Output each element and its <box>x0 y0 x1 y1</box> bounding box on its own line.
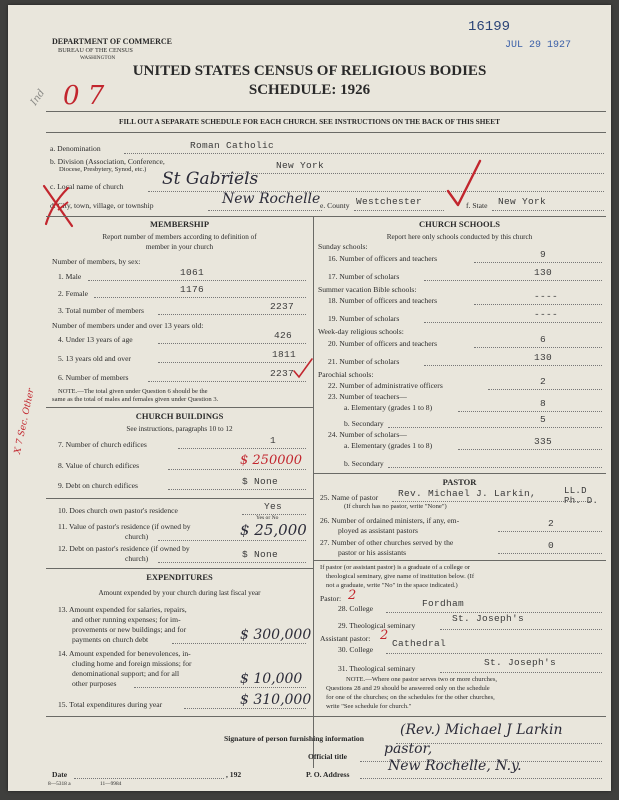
city-value: New Rochelle <box>222 191 321 207</box>
city-label: WASHINGTON <box>80 55 116 61</box>
graduate-note-3: not a graduate, write "No" in the space indicated.) <box>326 582 458 589</box>
q25-degree-1: LL.D <box>564 486 587 496</box>
header-rule <box>46 111 606 112</box>
q6-value: 2237 <box>270 368 295 379</box>
bureau-label: BUREAU OF THE CENSUS <box>58 47 133 54</box>
census-schedule-sheet <box>8 5 611 791</box>
print-code: 11—9984 <box>100 781 122 787</box>
red-check-mark-icon <box>444 157 484 209</box>
state-label: f. State <box>466 201 488 210</box>
sunday-schools-label: Sunday schools: <box>318 242 368 251</box>
pastor-note-4: write "See schedule for church." <box>326 703 412 710</box>
q9-value: $ None <box>242 476 279 487</box>
q22-value: 2 <box>540 376 547 387</box>
graduate-note-1: If pastor (or assistant pastor) is a graduate of a college or <box>320 564 470 571</box>
q23a-label: a. Elementary (grades 1 to 8) <box>344 403 433 412</box>
q26-label-1: 26. Number of ordained ministers, if any, em- <box>320 516 460 525</box>
q14-label-3: denominational support; and for all <box>72 669 180 678</box>
q31-value: St. Joseph's <box>484 657 557 668</box>
q25-label: 25. Name of pastor <box>320 493 379 502</box>
po-address-label: P. O. Address <box>306 770 350 779</box>
q25-value: Rev. Michael J. Larkin, <box>398 488 537 499</box>
q30-label: 30. College <box>338 645 374 654</box>
q4-label: 4. Under 13 years of age <box>58 335 133 344</box>
q10-label: 10. Does church own pastor's residence <box>58 506 178 515</box>
pencil-note-top: Ind <box>28 87 48 108</box>
local-name-label: c. Local name of church <box>50 182 124 191</box>
red-margin-note: X 7 Sec. Other <box>13 387 37 455</box>
q15-value: $ 310,000 <box>240 692 312 708</box>
q25-degree-2: Ph. D. <box>564 496 599 506</box>
q4-value: 426 <box>274 330 293 341</box>
q13-label-3: provements or new buildings; and for <box>72 625 187 634</box>
parochial-schools-label: Parochial schools: <box>318 370 374 379</box>
q29-label: 29. Theological seminary <box>338 621 416 630</box>
membership-note-2: member in your church <box>145 243 214 251</box>
city-label: d. City, town, village, or township <box>50 201 154 210</box>
q20-value: 6 <box>540 334 547 345</box>
q5-value: 1811 <box>272 349 297 360</box>
q13-label-1: 13. Amount expended for salaries, repairs, <box>58 605 187 614</box>
serial-number: 16199 <box>468 19 511 35</box>
q14-label-4: other purposes <box>72 679 117 688</box>
q11-value: $ 25,000 <box>240 521 307 539</box>
q28-label: 28. College <box>338 604 374 613</box>
county-label: e. County <box>320 201 350 210</box>
signature-rule <box>46 716 606 717</box>
q27-label-1: 27. Number of other churches served by the <box>320 538 454 547</box>
q5-label: 5. 13 years old and over <box>58 354 131 363</box>
date-year-suffix: , 192 <box>226 770 242 779</box>
q1-label: 1. Male <box>58 272 82 281</box>
graduate-note-2: theological seminary, give name of institution below. (If <box>326 573 475 580</box>
q10-value: Yes <box>264 501 283 512</box>
q24b-label: b. Secondary <box>344 459 384 468</box>
q7-value: 1 <box>270 435 277 446</box>
q24a-value: 335 <box>534 436 553 447</box>
q23b-value: 5 <box>540 414 547 425</box>
q2-value: 1176 <box>180 284 205 295</box>
membership-note-1: Report number of members according to definition of <box>102 233 257 241</box>
schedule-title: SCHEDULE: 1926 <box>248 82 371 98</box>
q8-label: 8. Value of church edifices <box>58 461 140 470</box>
q11-label-2: church) <box>125 532 149 541</box>
form-instruction: FILL OUT A SEPARATE SCHEDULE FOR EACH CHURCH. SEE INSTRUCTIONS ON THE BACK OF THIS SHEET <box>118 117 500 126</box>
q3-value: 2237 <box>270 301 295 312</box>
po-address-value: New Rochelle, N.y. <box>388 758 522 774</box>
division-label-2: Diocese, Presbytery, Synod, etc.) <box>59 166 147 173</box>
expenditures-heading: EXPENDITURES <box>146 572 213 582</box>
q13-label-4: payments on church debt <box>72 635 149 644</box>
q23-label: 23. Number of teachers— <box>328 392 407 401</box>
pastor-label: Pastor: <box>320 594 342 603</box>
form-title: UNITED STATES CENSUS OF RELIGIOUS BODIES <box>132 63 487 79</box>
received-date-stamp: JUL 29 1927 <box>505 40 572 51</box>
church-buildings-sub: See instructions, paragraphs 10 to 12 <box>126 425 233 433</box>
division-label-1: b. Division (Association, Conference, <box>50 157 165 166</box>
q23a-value: 8 <box>540 398 547 409</box>
q27-value: 0 <box>548 540 555 551</box>
q18-value: ---- <box>534 291 559 302</box>
local-name-value: St Gabriels <box>162 169 259 189</box>
official-title-label: Official title <box>308 752 348 761</box>
q7-label: 7. Number of church edifices <box>58 440 147 449</box>
q2-label: 2. Female <box>58 289 88 298</box>
vacation-schools-label: Summer vacation Bible schools: <box>318 285 417 294</box>
members-by-age-label: Number of members under and over 13 years old: <box>52 321 204 330</box>
membership-footnote-2: same as the total of males and females given under Question 3. <box>52 396 219 403</box>
q14-label-2: cluding home and foreign missions; for <box>72 659 192 668</box>
pastor-red-mark: 2 <box>348 588 357 603</box>
pastor-note-3: for one of the churches; on the schedules for the other churches, <box>326 694 495 701</box>
q9-label: 9. Debt on church edifices <box>58 481 138 490</box>
q17-label: 17. Number of scholars <box>328 272 400 281</box>
q12-label-1: 12. Debt on pastor's residence (if owned by <box>58 544 190 553</box>
q20-label: 20. Number of officers and teachers <box>328 339 438 348</box>
church-buildings-heading: CHURCH BUILDINGS <box>135 411 224 421</box>
pastor-note-1: NOTE.—Where one pastor serves two or more churches, <box>346 676 498 683</box>
state-value: New York <box>498 196 547 207</box>
q26-value: 2 <box>548 518 555 529</box>
pastor-heading: PASTOR <box>442 477 477 487</box>
q29-value: St. Joseph's <box>452 613 525 624</box>
weekday-schools-label: Week-day religious schools: <box>318 327 404 336</box>
expenditures-sub: Amount expended by your church during last fiscal year <box>98 589 261 597</box>
assistant-red-mark: 2 <box>380 628 389 643</box>
signature-value: (Rev.) Michael J Larkin <box>400 722 563 738</box>
membership-footnote-1: NOTE.—The total given under Question 6 should be the <box>58 388 208 395</box>
q19-value: ---- <box>534 309 559 320</box>
q25-hint: (If church has no pastor, write "None") <box>344 503 447 510</box>
q19-label: 19. Number of scholars <box>328 314 400 323</box>
q3-label: 3. Total number of members <box>58 306 145 315</box>
q31-label: 31. Theological seminary <box>338 664 416 673</box>
column-divider <box>313 216 314 768</box>
members-by-sex-label: Number of members, by sex: <box>52 257 141 266</box>
assistant-pastor-label: Assistant pastor: <box>320 634 371 643</box>
q16-value: 9 <box>540 249 547 260</box>
q6-label: 6. Number of members <box>58 373 129 382</box>
date-label: Date <box>52 770 68 779</box>
q13-label-2: and other running expenses; for im- <box>72 615 181 624</box>
red-tick-icon <box>292 357 314 379</box>
q18-label: 18. Number of officers and teachers <box>328 296 438 305</box>
q23b-label: b. Secondary <box>344 419 384 428</box>
county-value: Westchester <box>356 196 423 207</box>
q10-hint: Yes or No <box>256 515 279 521</box>
q27-label-2: pastor or his assistants <box>338 548 407 557</box>
signature-label: Signature of person furnishing information <box>224 734 364 743</box>
q14-value: $ 10,000 <box>240 671 303 687</box>
q17-value: 130 <box>534 267 553 278</box>
pastor-note-2: Questions 28 and 29 should be answered only on the schedule <box>326 685 490 692</box>
q24a-label: a. Elementary (grades 1 to 8) <box>344 441 433 450</box>
church-schools-note: Report here only schools conducted by this church <box>386 233 533 241</box>
q21-label: 21. Number of scholars <box>328 357 400 366</box>
red-mark-07: 0 7 <box>63 81 105 111</box>
form-code: 8—5318 a <box>48 781 71 787</box>
department-label: DEPARTMENT OF COMMERCE <box>52 37 173 46</box>
q8-value: $ 250000 <box>240 453 303 468</box>
q24-label: 24. Number of scholars— <box>328 430 407 439</box>
q12-value: $ None <box>242 549 279 560</box>
official-title-value: pastor, <box>384 741 433 757</box>
q11-label-1: 11. Value of pastor's residence (if owned by <box>58 522 191 531</box>
q26-label-2: ployed as assistant pastors <box>338 526 418 535</box>
division-value: New York <box>276 160 325 171</box>
q22-label: 22. Number of administrative officers <box>328 381 443 390</box>
church-schools-heading: CHURCH SCHOOLS <box>419 219 500 229</box>
q30-value: Cathedral <box>392 638 447 649</box>
q15-label: 15. Total expenditures during year <box>58 700 163 709</box>
q16-label: 16. Number of officers and teachers <box>328 254 438 263</box>
denomination-label: a. Denomination <box>50 144 101 153</box>
section-rule-top <box>46 216 606 217</box>
q14-label-1: 14. Amount expended for benevolences, in- <box>58 649 191 658</box>
q21-value: 130 <box>534 352 553 363</box>
q13-value: $ 300,000 <box>240 627 312 643</box>
q12-label-2: church) <box>125 554 149 563</box>
q1-value: 1061 <box>180 267 205 278</box>
instruction-rule <box>46 132 606 133</box>
denomination-value: Roman Catholic <box>190 140 275 151</box>
membership-heading: MEMBERSHIP <box>149 219 210 229</box>
q28-value: Fordham <box>422 598 465 609</box>
